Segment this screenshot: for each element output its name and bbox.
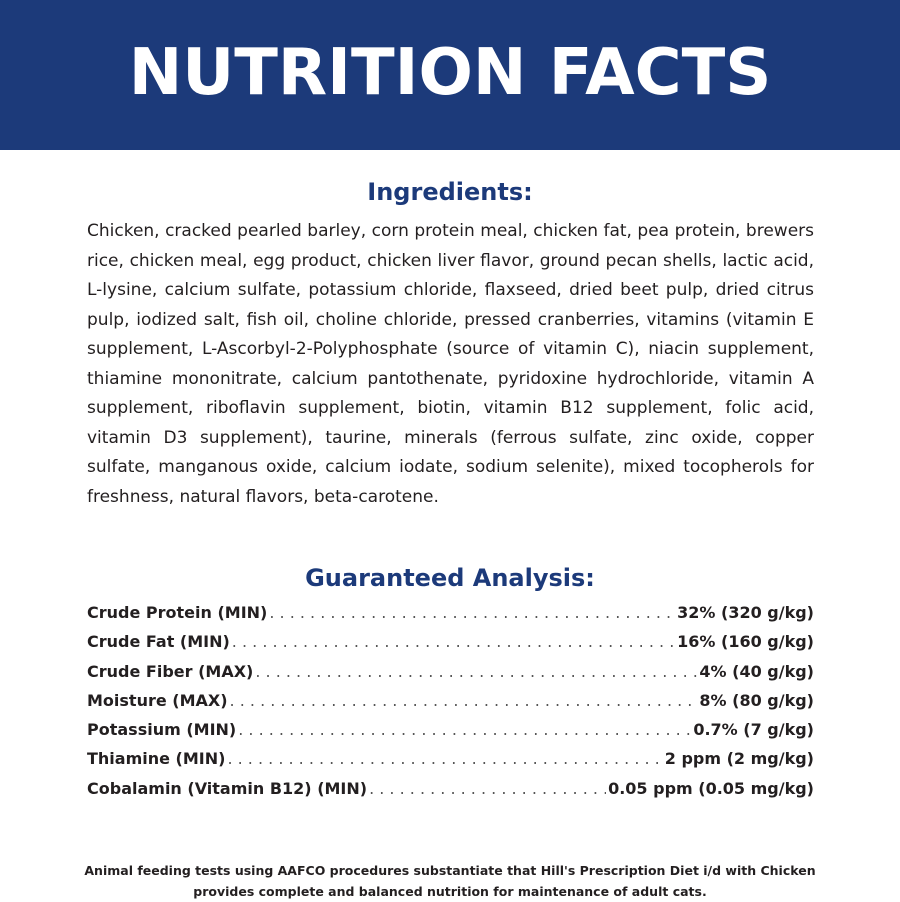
analysis-row xyxy=(87,749,814,778)
page-title: NUTRITION FACTS xyxy=(128,36,772,110)
analysis-row xyxy=(87,662,814,691)
analysis-label: Moisture (MAX) xyxy=(87,690,228,710)
dot-leader xyxy=(232,632,675,651)
guaranteed-analysis-table xyxy=(87,603,814,808)
ingredients-list: Chicken, cracked pearled barley, corn protein meal, chicken fat, pea protein, brewers rice, chicken meal, egg product, chicken liver flavor, ground pecan shells, lactic acid, L-lysine, calcium sulfate, potassium chloride, flaxseed, dried beet pulp, dried citrus pulp, iodized salt, fish oil, choline chloride, pressed cranberries, vitamins (vitamin E supplement, L-Ascorbyl-2-Polyphosphate (source of vitamin C), niacin supplement, thiamine mononitrate, calcium pantothenate, pyridoxine hydrochloride, vitamin A supplement, riboflavin supplement, biotin, vitamin B12 supplement, folic acid, vitamin D3 supplement), taurine, minerals (ferrous sulfate, zinc oxide, copper sulfate, manganous oxide, calcium iodate, sodium selenite), mixed tocopherols for freshness, natural flavors, beta-carotene. xyxy=(87,221,814,507)
analysis-value: 4% (40 g/kg) xyxy=(699,661,814,681)
analysis-value: 32% (320 g/kg) xyxy=(677,603,814,622)
guaranteed-analysis-heading: Guaranteed Analysis: xyxy=(305,564,595,592)
analysis-value: 8% (80 g/kg) xyxy=(699,690,814,710)
analysis-value: 16% (160 g/kg) xyxy=(677,632,814,652)
analysis-row xyxy=(87,603,814,632)
dot-leader xyxy=(369,779,606,798)
header-banner xyxy=(0,0,900,150)
analysis-label: Thiamine (MIN) xyxy=(87,749,226,769)
analysis-value: 0.7% (7 g/kg) xyxy=(693,720,814,740)
analysis-value: 2 ppm (2 mg/kg) xyxy=(664,749,814,769)
analysis-row xyxy=(87,720,814,749)
dot-leader xyxy=(238,720,691,739)
analysis-value: 0.05 ppm (0.05 mg/kg) xyxy=(608,778,814,798)
analysis-row xyxy=(87,632,814,661)
analysis-label: Cobalamin (Vitamin B12) (MIN) xyxy=(87,778,368,798)
aafco-statement-line: provides complete and balanced nutrition for maintenance of adult cats. xyxy=(193,884,707,899)
ingredients-heading: Ingredients: xyxy=(367,178,533,206)
analysis-label: Potassium (MIN) xyxy=(87,720,237,740)
dot-leader xyxy=(230,691,698,710)
analysis-label: Crude Protein (MIN) xyxy=(87,603,268,622)
analysis-label: Crude Fat (MIN) xyxy=(87,632,230,652)
aafco-statement-line: Animal feeding tests using AAFCO procedures substantiate that Hill's Prescription Diet i/d with Chicken xyxy=(84,863,816,878)
dot-leader xyxy=(269,603,675,622)
dot-leader xyxy=(255,662,697,681)
analysis-row xyxy=(87,779,814,808)
analysis-label: Crude Fiber (MAX) xyxy=(87,661,254,681)
analysis-row xyxy=(87,691,814,720)
aafco-statement xyxy=(60,860,840,902)
dot-leader xyxy=(227,749,662,768)
